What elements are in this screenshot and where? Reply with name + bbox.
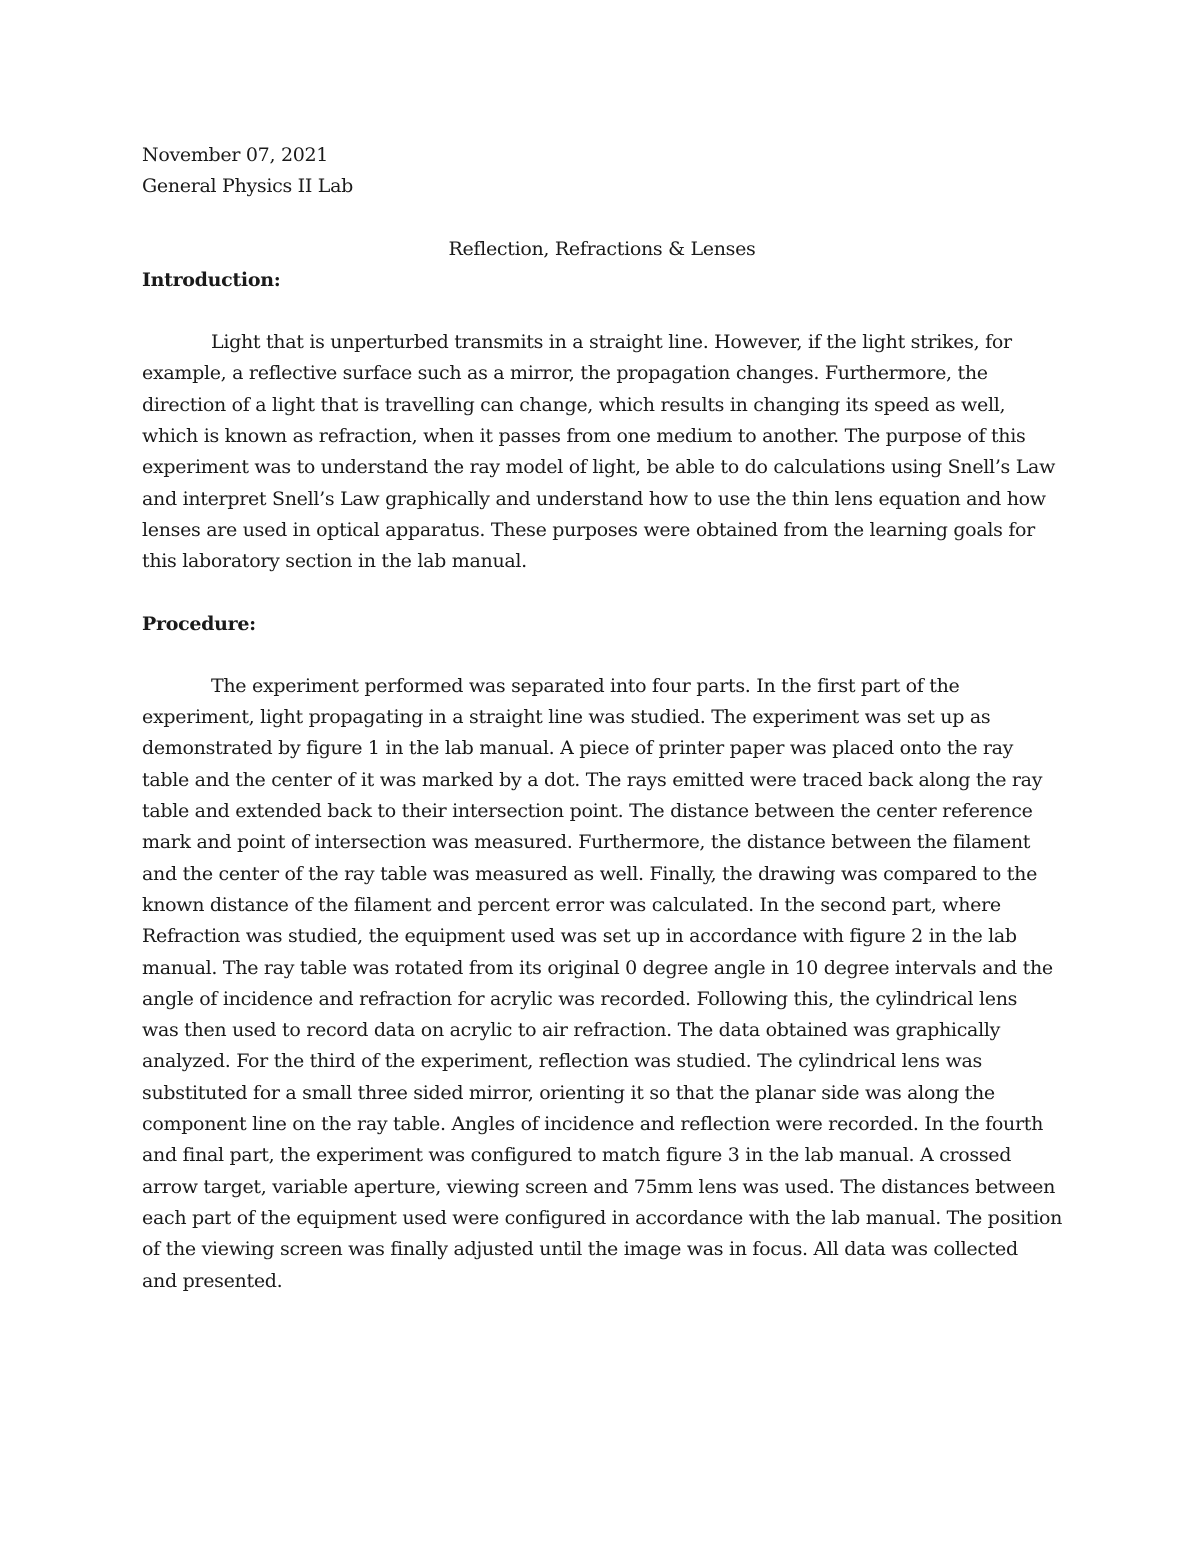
paragraph-line: table and extended back to their intersection point. The distance between the center reference <box>142 800 1033 823</box>
paragraph-line: example, a reflective surface such as a mirror, the propagation changes. Furthermore, the <box>142 362 988 385</box>
paragraph-line: analyzed. For the third of the experiment, reflection was studied. The cylindrical lens was <box>142 1050 982 1073</box>
procedure-paragraph <box>142 671 1062 1297</box>
document-date: November 07, 2021 <box>142 144 329 166</box>
paragraph-line: and final part, the experiment was configured to match figure 3 in the lab manual. A crossed <box>142 1144 1012 1167</box>
paragraph-line: angle of incidence and refraction for acrylic was recorded. Following this, the cylindrical lens <box>142 987 1018 1010</box>
paragraph-line: this laboratory section in the lab manual. <box>142 550 527 573</box>
procedure-heading: Procedure: <box>142 612 256 635</box>
paragraph-line: manual. The ray table was rotated from its original 0 degree angle in 10 degree intervals and the <box>142 956 1053 979</box>
paragraph-line: table and the center of it was marked by a dot. The rays emitted were traced back along the ray <box>142 768 1043 791</box>
paragraph-line: lenses are used in optical apparatus. These purposes were obtained from the learning goals for <box>142 518 1035 541</box>
paragraph-line: known distance of the filament and percent error was calculated. In the second part, where <box>142 893 1001 916</box>
paragraph-line: component line on the ray table. Angles of incidence and reflection were recorded. In the fourth <box>142 1113 1044 1136</box>
paragraph-line: The experiment performed was separated into four parts. In the first part of the <box>211 674 960 697</box>
paragraph-line: was then used to record data on acrylic to air refraction. The data obtained was graphically <box>142 1019 1001 1042</box>
paragraph-line: which is known as refraction, when it passes from one medium to another. The purpose of this <box>142 425 1026 448</box>
paragraph-line: Light that is unperturbed transmits in a straight line. However, if the light strikes, for <box>211 331 1012 354</box>
document-page <box>142 140 1062 1297</box>
section-spacer <box>142 578 1062 609</box>
paragraph-line: arrow target, variable aperture, viewing screen and 75mm lens was used. The distances between <box>142 1175 1056 1198</box>
paragraph-line: direction of a light that is travelling can change, which results in changing its speed as well, <box>142 393 1006 416</box>
paragraph-line: Refraction was studied, the equipment used was set up in accordance with figure 2 in the lab <box>142 925 1017 948</box>
paragraph-line: demonstrated by figure 1 in the lab manual. A piece of printer paper was placed onto the ray <box>142 737 1014 760</box>
course-name: General Physics II Lab <box>142 175 354 198</box>
paragraph-line: each part of the equipment used were configured in accordance with the lab manual. The position <box>142 1206 1063 1229</box>
paragraph-line: and the center of the ray table was measured as well. Finally, the drawing was compared to the <box>142 862 1038 885</box>
paragraph-line: experiment was to understand the ray model of light, be able to do calculations using Snell’s Law <box>142 456 1056 479</box>
paragraph-line: experiment, light propagating in a straight line was studied. The experiment was set up as <box>142 706 991 729</box>
introduction-paragraph <box>142 327 1062 577</box>
document-title: Reflection, Refractions & Lenses <box>448 237 756 260</box>
introduction-heading: Introduction: <box>142 268 281 291</box>
paragraph-line: of the viewing screen was finally adjusted until the image was in focus. All data was collected <box>142 1238 1018 1261</box>
paragraph-line: mark and point of intersection was measured. Furthermore, the distance between the filament <box>142 831 1031 854</box>
paragraph-line: and presented. <box>142 1269 283 1292</box>
paragraph-line: and interpret Snell’s Law graphically and understand how to use the thin lens equation and how <box>142 487 1046 510</box>
paragraph-line: substituted for a small three sided mirror, orienting it so that the planar side was along the <box>142 1081 995 1104</box>
